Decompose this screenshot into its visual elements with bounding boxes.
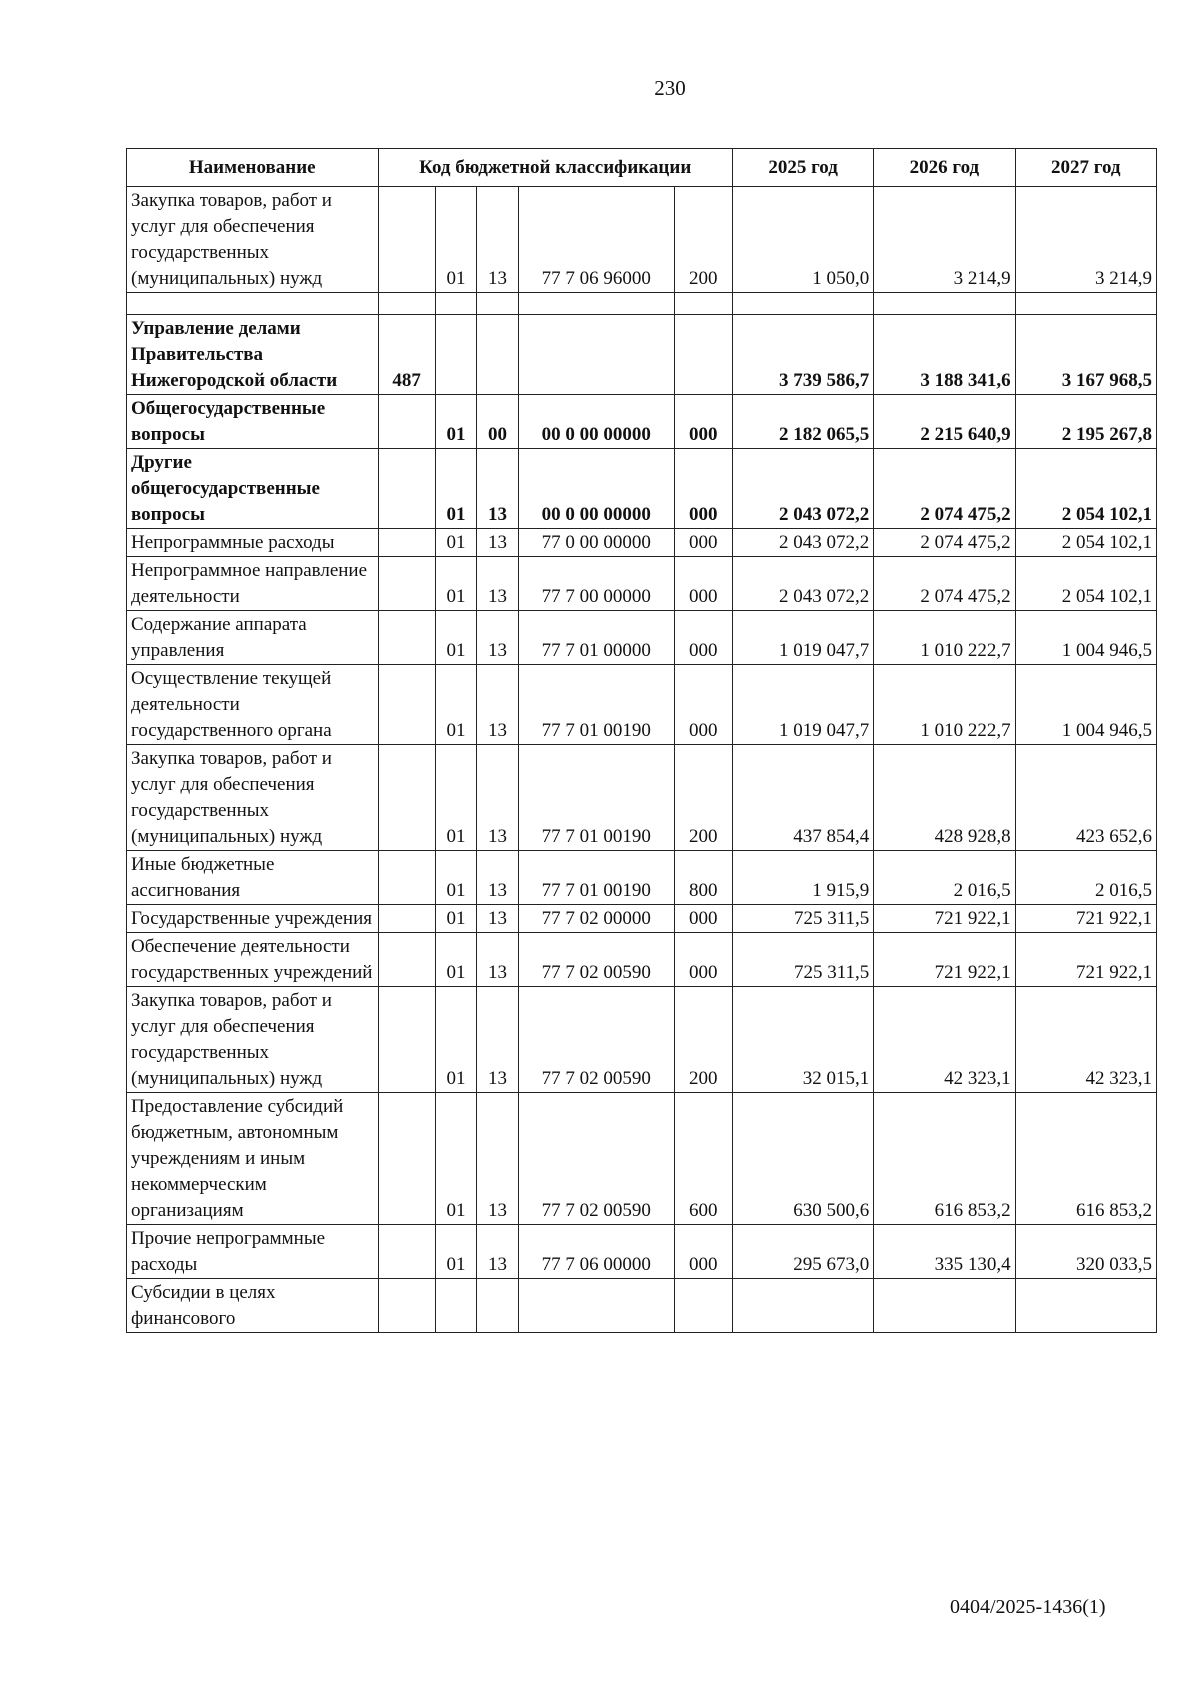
cell-2025: 1 915,9	[732, 851, 873, 905]
cell-target-article: 77 7 06 96000	[518, 187, 674, 293]
table-row	[127, 187, 1157, 293]
cell-section: 01	[435, 1225, 477, 1279]
cell-section: 01	[435, 665, 477, 745]
cell-ministry-code	[378, 557, 435, 611]
cell-target-article	[518, 293, 674, 315]
cell-target-article: 77 7 01 00190	[518, 851, 674, 905]
cell-expense-type: 000	[674, 905, 732, 933]
cell-2027: 1 004 946,5	[1015, 665, 1156, 745]
cell-2027: 2 195 267,8	[1015, 395, 1156, 449]
cell-subsection: 13	[477, 745, 519, 851]
cell-section: 01	[435, 905, 477, 933]
cell-expense-type: 200	[674, 745, 732, 851]
table-row	[127, 395, 1157, 449]
cell-target-article: 77 7 00 00000	[518, 557, 674, 611]
cell-2025: 1 019 047,7	[732, 665, 873, 745]
table-row	[127, 1093, 1157, 1225]
page-number: 230	[654, 76, 686, 100]
cell-subsection	[477, 293, 519, 315]
cell-name: Субсидии в целях финансового	[127, 1279, 379, 1333]
cell-2026	[874, 1279, 1015, 1333]
table-row	[127, 851, 1157, 905]
cell-name: Непрограммные расходы	[127, 529, 379, 557]
cell-2026: 2 215 640,9	[874, 395, 1015, 449]
cell-target-article: 77 7 01 00190	[518, 745, 674, 851]
cell-subsection: 13	[477, 665, 519, 745]
cell-2026: 721 922,1	[874, 905, 1015, 933]
cell-target-article	[518, 315, 674, 395]
header-code: Код бюджетной классификации	[378, 149, 732, 187]
cell-2027: 3 167 968,5	[1015, 315, 1156, 395]
table-row	[127, 933, 1157, 987]
cell-section: 01	[435, 529, 477, 557]
cell-name	[127, 293, 379, 315]
table-row	[127, 557, 1157, 611]
table-header-row	[127, 149, 1157, 187]
cell-2025: 2 182 065,5	[732, 395, 873, 449]
cell-2026: 3 214,9	[874, 187, 1015, 293]
cell-expense-type: 000	[674, 1225, 732, 1279]
cell-2027	[1015, 293, 1156, 315]
cell-expense-type: 200	[674, 987, 732, 1093]
cell-name: Закупка товаров, работ и услуг для обеспечения государственных (муниципальных) нужд	[127, 187, 379, 293]
table-row	[127, 987, 1157, 1093]
table-row	[127, 611, 1157, 665]
cell-name: Закупка товаров, работ и услуг для обеспечения государственных (муниципальных) нужд	[127, 987, 379, 1093]
cell-ministry-code	[378, 745, 435, 851]
cell-2027: 2 016,5	[1015, 851, 1156, 905]
cell-name: Осуществление текущей деятельности государственного органа	[127, 665, 379, 745]
cell-subsection	[477, 1279, 519, 1333]
cell-ministry-code	[378, 851, 435, 905]
cell-expense-type: 000	[674, 395, 732, 449]
cell-2025	[732, 293, 873, 315]
cell-subsection: 13	[477, 1225, 519, 1279]
cell-2027: 1 004 946,5	[1015, 611, 1156, 665]
cell-section: 01	[435, 851, 477, 905]
cell-target-article: 77 7 01 00190	[518, 665, 674, 745]
cell-ministry-code	[378, 395, 435, 449]
table-row	[127, 315, 1157, 395]
cell-section: 01	[435, 745, 477, 851]
cell-ministry-code	[378, 933, 435, 987]
table-row	[127, 665, 1157, 745]
cell-section	[435, 315, 477, 395]
cell-section: 01	[435, 449, 477, 529]
cell-target-article: 00 0 00 00000	[518, 449, 674, 529]
cell-2025: 295 673,0	[732, 1225, 873, 1279]
cell-expense-type: 800	[674, 851, 732, 905]
cell-name: Обеспечение деятельности государственных учреждений	[127, 933, 379, 987]
cell-subsection: 13	[477, 905, 519, 933]
cell-ministry-code	[378, 187, 435, 293]
cell-subsection: 13	[477, 987, 519, 1093]
cell-target-article: 77 0 00 00000	[518, 529, 674, 557]
table-row	[127, 1225, 1157, 1279]
cell-section: 01	[435, 987, 477, 1093]
cell-ministry-code	[378, 1279, 435, 1333]
cell-section: 01	[435, 395, 477, 449]
cell-subsection: 13	[477, 557, 519, 611]
cell-target-article: 77 7 02 00590	[518, 933, 674, 987]
cell-section	[435, 293, 477, 315]
cell-target-article: 77 7 02 00000	[518, 905, 674, 933]
cell-2025: 2 043 072,2	[732, 449, 873, 529]
header-2026: 2026 год	[874, 149, 1015, 187]
cell-subsection: 00	[477, 395, 519, 449]
cell-expense-type: 000	[674, 449, 732, 529]
cell-subsection: 13	[477, 449, 519, 529]
cell-2027: 721 922,1	[1015, 933, 1156, 987]
cell-name: Непрограммное направление деятельности	[127, 557, 379, 611]
cell-2027: 423 652,6	[1015, 745, 1156, 851]
cell-ministry-code	[378, 987, 435, 1093]
cell-2025: 725 311,5	[732, 905, 873, 933]
cell-subsection	[477, 315, 519, 395]
cell-2025: 32 015,1	[732, 987, 873, 1093]
cell-2026: 2 074 475,2	[874, 449, 1015, 529]
budget-table	[126, 148, 1157, 1333]
cell-name: Другие общегосударственные вопросы	[127, 449, 379, 529]
cell-2026: 616 853,2	[874, 1093, 1015, 1225]
cell-section: 01	[435, 611, 477, 665]
cell-2027: 2 054 102,1	[1015, 557, 1156, 611]
header-name: Наименование	[127, 149, 379, 187]
cell-target-article: 77 7 02 00590	[518, 1093, 674, 1225]
cell-expense-type: 000	[674, 665, 732, 745]
table-row	[127, 293, 1157, 315]
cell-section: 01	[435, 187, 477, 293]
cell-2026: 721 922,1	[874, 933, 1015, 987]
cell-section	[435, 1279, 477, 1333]
table-row	[127, 529, 1157, 557]
cell-name: Содержание аппарата управления	[127, 611, 379, 665]
cell-2025: 1 019 047,7	[732, 611, 873, 665]
cell-expense-type: 000	[674, 611, 732, 665]
cell-2027: 42 323,1	[1015, 987, 1156, 1093]
cell-2026: 428 928,8	[874, 745, 1015, 851]
table-row	[127, 905, 1157, 933]
cell-expense-type	[674, 315, 732, 395]
cell-2025: 725 311,5	[732, 933, 873, 987]
table-body	[127, 187, 1157, 1333]
cell-2026: 42 323,1	[874, 987, 1015, 1093]
cell-ministry-code	[378, 1225, 435, 1279]
cell-expense-type: 600	[674, 1093, 732, 1225]
cell-ministry-code	[378, 529, 435, 557]
cell-expense-type: 000	[674, 529, 732, 557]
cell-section: 01	[435, 1093, 477, 1225]
cell-2026	[874, 293, 1015, 315]
cell-2026: 335 130,4	[874, 1225, 1015, 1279]
cell-section: 01	[435, 933, 477, 987]
cell-name: Закупка товаров, работ и услуг для обеспечения государственных (муниципальных) нужд	[127, 745, 379, 851]
cell-subsection: 13	[477, 851, 519, 905]
cell-2026: 2 016,5	[874, 851, 1015, 905]
cell-2026: 1 010 222,7	[874, 665, 1015, 745]
cell-expense-type: 000	[674, 557, 732, 611]
cell-name: Общегосударственные вопросы	[127, 395, 379, 449]
cell-subsection: 13	[477, 611, 519, 665]
cell-section: 01	[435, 557, 477, 611]
cell-expense-type	[674, 1279, 732, 1333]
cell-2025	[732, 1279, 873, 1333]
cell-ministry-code	[378, 293, 435, 315]
cell-ministry-code	[378, 449, 435, 529]
cell-2025: 1 050,0	[732, 187, 873, 293]
cell-expense-type: 200	[674, 187, 732, 293]
cell-expense-type: 000	[674, 933, 732, 987]
cell-target-article: 77 7 02 00590	[518, 987, 674, 1093]
cell-target-article: 77 7 01 00000	[518, 611, 674, 665]
cell-2025: 3 739 586,7	[732, 315, 873, 395]
cell-2025: 2 043 072,2	[732, 557, 873, 611]
cell-ministry-code	[378, 905, 435, 933]
cell-target-article	[518, 1279, 674, 1333]
cell-subsection: 13	[477, 933, 519, 987]
cell-2026: 2 074 475,2	[874, 529, 1015, 557]
cell-target-article: 77 7 06 00000	[518, 1225, 674, 1279]
cell-2027: 721 922,1	[1015, 905, 1156, 933]
cell-2027: 2 054 102,1	[1015, 529, 1156, 557]
cell-name: Предоставление субсидий бюджетным, автономным учреждениям и иным некоммерческим организациям	[127, 1093, 379, 1225]
cell-2025: 2 043 072,2	[732, 529, 873, 557]
cell-subsection: 13	[477, 529, 519, 557]
cell-2026: 2 074 475,2	[874, 557, 1015, 611]
table-row	[127, 745, 1157, 851]
cell-2026: 3 188 341,6	[874, 315, 1015, 395]
cell-2027	[1015, 1279, 1156, 1333]
cell-name: Прочие непрограммные расходы	[127, 1225, 379, 1279]
cell-expense-type	[674, 293, 732, 315]
table-row	[127, 449, 1157, 529]
cell-name: Иные бюджетные ассигнования	[127, 851, 379, 905]
cell-subsection: 13	[477, 187, 519, 293]
cell-ministry-code	[378, 611, 435, 665]
document-id: 0404/2025-1436(1)	[950, 1596, 1106, 1618]
cell-ministry-code	[378, 1093, 435, 1225]
cell-target-article: 00 0 00 00000	[518, 395, 674, 449]
cell-2026: 1 010 222,7	[874, 611, 1015, 665]
cell-2027: 320 033,5	[1015, 1225, 1156, 1279]
cell-2027: 616 853,2	[1015, 1093, 1156, 1225]
cell-2027: 2 054 102,1	[1015, 449, 1156, 529]
cell-name: Управление делами Правительства Нижегородской области	[127, 315, 379, 395]
cell-ministry-code	[378, 665, 435, 745]
cell-2027: 3 214,9	[1015, 187, 1156, 293]
cell-2025: 437 854,4	[732, 745, 873, 851]
cell-ministry-code: 487	[378, 315, 435, 395]
table-row	[127, 1279, 1157, 1333]
cell-subsection: 13	[477, 1093, 519, 1225]
cell-2025: 630 500,6	[732, 1093, 873, 1225]
header-2027: 2027 год	[1015, 149, 1156, 187]
cell-name: Государственные учреждения	[127, 905, 379, 933]
header-2025: 2025 год	[732, 149, 873, 187]
